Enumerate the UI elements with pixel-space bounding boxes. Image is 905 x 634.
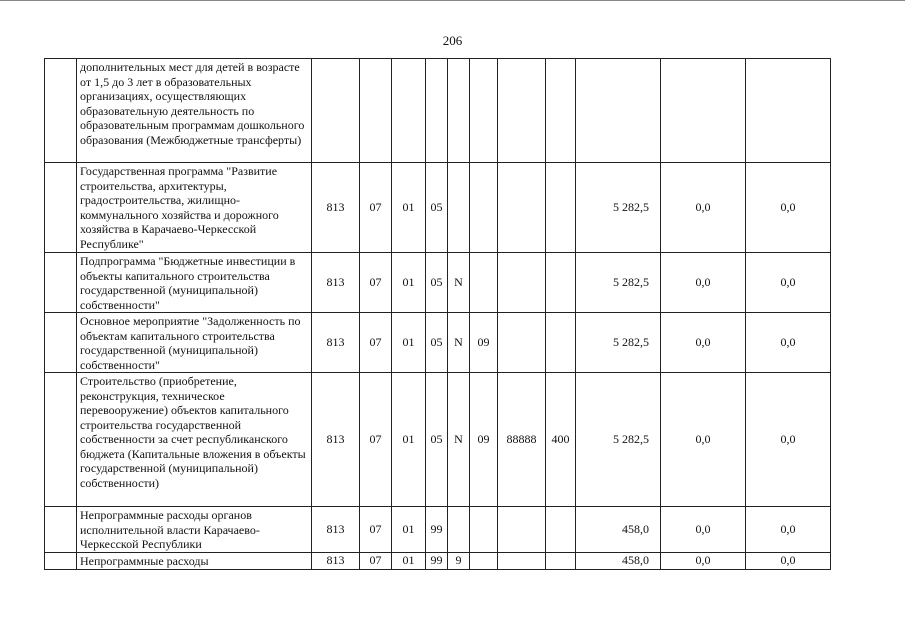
- pr-cell: 01: [392, 552, 426, 569]
- csr-direction-cell: [498, 507, 546, 553]
- vr-cell: [546, 313, 576, 373]
- rz-cell: 07: [360, 163, 392, 253]
- top-border-line: [0, 0, 905, 1]
- table-row: [45, 253, 831, 313]
- vr-cell: [546, 552, 576, 569]
- sum-year2-cell: 0,0: [661, 373, 746, 507]
- description-cell: Государственная программа "Развитие строительства, архитектуры, градостроительства, жилищно-коммунального хозяйства и дорожного хозяйства в Карачаево-Черкесской Республике": [77, 163, 312, 253]
- table-row: [45, 373, 831, 507]
- rz-cell: 07: [360, 507, 392, 553]
- rz-cell: 07: [360, 552, 392, 569]
- vr-cell: [546, 507, 576, 553]
- description-cell: дополнительных мест для детей в возрасте от 1,5 до 3 лет в образовательных организациях, осуществляющих образовательную деятельность по образовательным программам дошкольного образования (Межбюджетные трансферты): [77, 59, 312, 163]
- table-row: [45, 313, 831, 373]
- csr-program-cell: 99: [426, 507, 448, 553]
- table-row: [45, 507, 831, 553]
- row-index-cell: [45, 253, 77, 313]
- sum-year1-cell: 5 282,5: [576, 313, 661, 373]
- table-row: [45, 163, 831, 253]
- description-cell: Основное мероприятие "Задолженность по объектам капитального строительства государственной (муниципальной) собственности": [77, 313, 312, 373]
- ved-cell: 813: [312, 163, 360, 253]
- row-index-cell: [45, 373, 77, 507]
- ved-cell: 813: [312, 507, 360, 553]
- csr-direction-cell: [498, 253, 546, 313]
- sum-year3-cell: 0,0: [746, 163, 831, 253]
- table-row: [45, 552, 831, 569]
- rz-cell: [360, 59, 392, 163]
- sum-year1-cell: [576, 59, 661, 163]
- pr-cell: 01: [392, 253, 426, 313]
- description-cell: Непрограммные расходы органов исполнительной власти Карачаево-Черкесской Республики: [77, 507, 312, 553]
- pr-cell: 01: [392, 373, 426, 507]
- csr-direction-cell: [498, 552, 546, 569]
- sum-year2-cell: 0,0: [661, 552, 746, 569]
- sum-year2-cell: 0,0: [661, 313, 746, 373]
- pr-cell: [392, 59, 426, 163]
- csr-activity-cell: [470, 59, 498, 163]
- ved-cell: 813: [312, 313, 360, 373]
- rz-cell: 07: [360, 253, 392, 313]
- sum-year1-cell: 5 282,5: [576, 373, 661, 507]
- row-index-cell: [45, 552, 77, 569]
- sum-year3-cell: 0,0: [746, 313, 831, 373]
- description-cell: Подпрограмма "Бюджетные инвестиции в объекты капитального строительства государственной (муниципальной) собственности": [77, 253, 312, 313]
- csr-program-cell: 05: [426, 253, 448, 313]
- csr-activity-cell: 09: [470, 373, 498, 507]
- csr-activity-cell: [470, 163, 498, 253]
- csr-direction-cell: 88888: [498, 373, 546, 507]
- sum-year2-cell: 0,0: [661, 253, 746, 313]
- sum-year1-cell: 458,0: [576, 552, 661, 569]
- pr-cell: 01: [392, 507, 426, 553]
- sum-year1-cell: 458,0: [576, 507, 661, 553]
- csr-activity-cell: [470, 507, 498, 553]
- sum-year2-cell: 0,0: [661, 507, 746, 553]
- vr-cell: [546, 163, 576, 253]
- csr-subprogram-cell: 9: [448, 552, 470, 569]
- csr-activity-cell: [470, 253, 498, 313]
- budget-table: [44, 58, 831, 570]
- vr-cell: [546, 253, 576, 313]
- description-cell: Строительство (приобретение, реконструкция, техническое перевооружение) объектов капитального строительства государственной собственности за счет республиканского бюджета (Капитальные вложения в объекты государственной (муниципальной) собственности): [77, 373, 312, 507]
- csr-program-cell: 05: [426, 313, 448, 373]
- vr-cell: 400: [546, 373, 576, 507]
- csr-direction-cell: [498, 313, 546, 373]
- page-number: 206: [442, 33, 463, 48]
- csr-subprogram-cell: [448, 163, 470, 253]
- csr-program-cell: 05: [426, 163, 448, 253]
- csr-activity-cell: 09: [470, 313, 498, 373]
- row-index-cell: [45, 59, 77, 163]
- csr-subprogram-cell: [448, 507, 470, 553]
- ved-cell: 813: [312, 373, 360, 507]
- row-index-cell: [45, 163, 77, 253]
- sum-year2-cell: 0,0: [661, 163, 746, 253]
- table-row: [45, 59, 831, 163]
- sum-year3-cell: [746, 59, 831, 163]
- csr-activity-cell: [470, 552, 498, 569]
- sum-year3-cell: 0,0: [746, 552, 831, 569]
- pr-cell: 01: [392, 163, 426, 253]
- csr-subprogram-cell: N: [448, 253, 470, 313]
- rz-cell: 07: [360, 313, 392, 373]
- csr-program-cell: 05: [426, 373, 448, 507]
- ved-cell: [312, 59, 360, 163]
- sum-year3-cell: 0,0: [746, 507, 831, 553]
- csr-direction-cell: [498, 163, 546, 253]
- ved-cell: 813: [312, 253, 360, 313]
- csr-subprogram-cell: N: [448, 313, 470, 373]
- row-index-cell: [45, 313, 77, 373]
- ved-cell: 813: [312, 552, 360, 569]
- sum-year2-cell: [661, 59, 746, 163]
- sum-year3-cell: 0,0: [746, 373, 831, 507]
- csr-program-cell: 99: [426, 552, 448, 569]
- rz-cell: 07: [360, 373, 392, 507]
- sum-year1-cell: 5 282,5: [576, 253, 661, 313]
- csr-subprogram-cell: N: [448, 373, 470, 507]
- row-index-cell: [45, 507, 77, 553]
- csr-direction-cell: [498, 59, 546, 163]
- pr-cell: 01: [392, 313, 426, 373]
- csr-program-cell: [426, 59, 448, 163]
- description-cell: Непрограммные расходы: [77, 552, 312, 569]
- csr-subprogram-cell: [448, 59, 470, 163]
- vr-cell: [546, 59, 576, 163]
- sum-year3-cell: 0,0: [746, 253, 831, 313]
- sum-year1-cell: 5 282,5: [576, 163, 661, 253]
